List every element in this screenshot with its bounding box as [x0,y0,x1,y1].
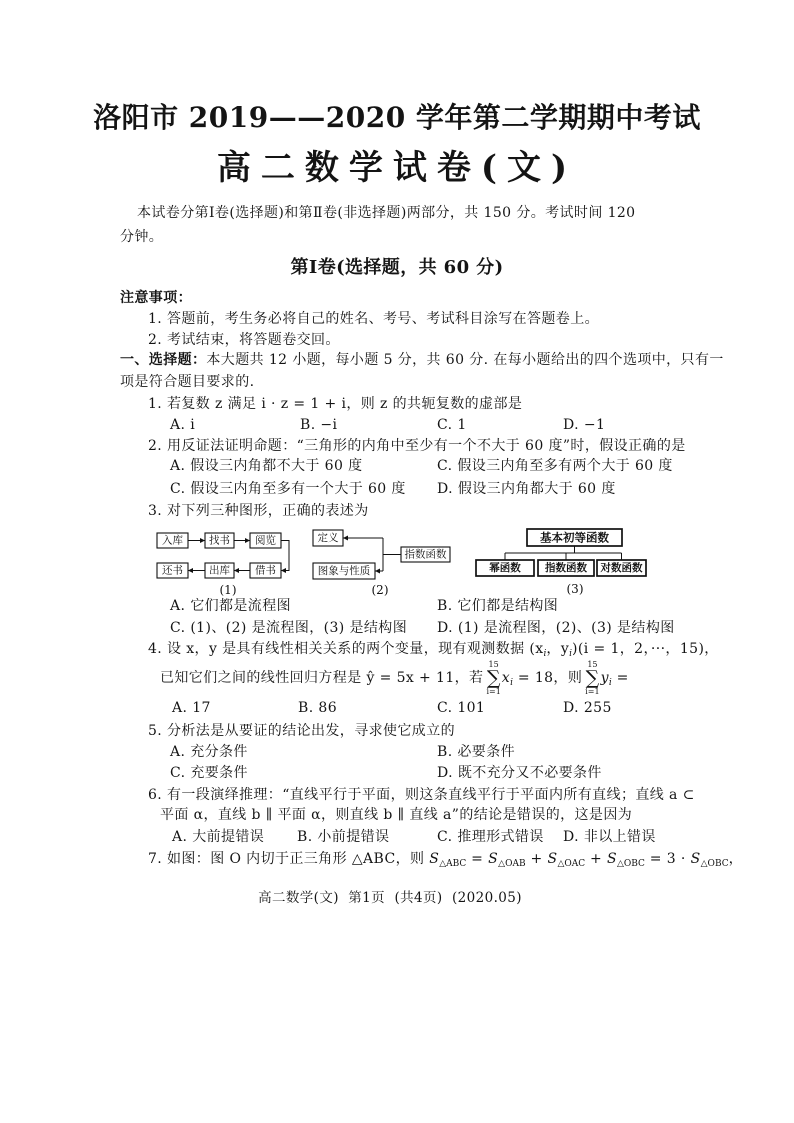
box-ruku-label: 入库 [162,534,183,547]
box-dingyi-label: 定义 [317,532,339,544]
subscript: △OBC [616,859,645,869]
question-6-option-c: C. 推理形式错误 [437,829,544,845]
variable: x [501,670,511,686]
part-one-label: 一、选择题： [120,352,207,368]
question-4-option-b: B. 86 [298,700,338,716]
question-2-option: D. 假设三内角都大于 60 度 [437,481,616,497]
note-item: 2. 考试结束，将答题卷交回。 [148,332,340,348]
stem-text: 7. 如图：图 O 内切于正三角形 △ABC，则 [148,851,430,867]
stem-text: 4. 设 x，y 是具有线性相关关系的两个变量，现有观测数据 (x [148,641,544,657]
summation-y [585,661,599,696]
question-4-option-c: C. 101 [437,700,486,716]
part-one-instructions-continued: 项是符合题目要求的. [120,374,255,390]
box-zhishu-label: 指数函数 [404,548,447,561]
question-3-stem: 3. 对下列三种图形，正确的表述为 [148,503,369,519]
box-jiben-chudeng-label: 基本初等函数 [540,530,609,545]
question-2-option: C. 假设三内角至多有两个大于 60 度 [437,458,673,474]
area-symbol: S [488,851,499,867]
stem-text: ，y [546,641,570,657]
summation-x [486,661,500,696]
area-symbol: S [429,851,440,867]
question-3-option-c: C. (1)、(2) 是流程图，(3) 是结构图 [170,620,408,636]
box-zhaoshu-label: 找书 [209,534,230,547]
figure-2-structure [313,530,450,597]
exam-subtitle: 高二数学试卷(文) [216,148,578,188]
sum-lower-limit: i=1 [486,686,501,696]
question-5-stem: 5. 分析法是从要证的结论出发，寻求使它成立的 [148,723,456,739]
stem-text: = 18，则 [512,670,583,686]
figure-3-structure [476,529,646,596]
question-5-option-a: A. 充分条件 [170,744,248,760]
stem-text: ， [728,851,744,867]
operator: + [525,851,548,867]
figure-2-label: (2) [371,583,389,597]
question-2-stem: 2. 用反证法证明命题：“三角形的内角中至少有一个不大于 60 度”时，假设正确的是 [148,438,686,454]
part-one-instructions [120,350,724,370]
question-6-stem-line-1: 6. 有一段演绎推理：“直线平行于平面，则这条直线平行于平面内所有直线；直线 a ⊂ [148,787,695,803]
subscript: △OAC [557,859,586,869]
sum-lower-limit: i=1 [585,686,600,696]
exam-title: 洛阳市 2019——2020 学年第二学期期中考试 [93,101,701,134]
question-1-option-b: B. −i [300,417,338,433]
question-6-stem-line-2: 平面 α，直线 b ∥ 平面 α，则直线 b ∥ 直线 a”的结论是错误的，这是因为 [160,807,633,823]
question-6-option-b: B. 小前提错误 [297,829,390,845]
question-2-option: A. 假设三内角都不大于 60 度 [170,458,363,474]
sum-upper-limit: 15 [488,659,499,669]
subscript: △OBC [700,859,729,869]
question-4-option-a: A. 17 [172,700,211,716]
question-5-option-c: C. 充要条件 [170,765,248,781]
question-5-option-d: D. 既不充分又不必要条件 [437,765,602,781]
box-tuxiang-label: 图象与性质 [317,565,371,577]
box-jieshu-label: 借书 [255,564,276,577]
question-2-option: C. 假设三内角至多有一个大于 60 度 [170,481,406,497]
intro-line: 分钟。 [120,229,164,245]
question-5-option-b: B. 必要条件 [437,744,515,760]
question-1-option-c: C. 1 [437,417,467,433]
figure-3-label: (3) [566,582,584,596]
sum-sign: ∑ [486,666,501,689]
variable: y [600,670,609,686]
subscript: i [510,678,513,688]
question-7-stem [148,849,743,874]
operator: = 3 · [644,851,691,867]
box-chuku-label: 出库 [209,564,230,577]
note-item: 1. 答题前，考生务必将自己的姓名、考号、考试科目涂写在答题卷上。 [148,311,600,327]
stem-text: = [611,670,629,686]
question-3-option-a: A. 它们都是流程图 [170,598,292,614]
arrow-connector [281,541,289,571]
box-mihanshu-label: 幂函数 [489,562,521,574]
question-6-option-d: D. 非以上错误 [563,829,656,845]
part-one-text: 本大题共 12 小题，每小题 5 分，共 60 分. 在每小题给出的四个选项中，只有一 [206,352,724,368]
area-symbol: S [547,851,558,867]
box-huanshu-label: 还书 [162,564,183,577]
operator: = [466,851,489,867]
sum-sign: ∑ [585,666,600,689]
question-4-option-d: D. 255 [563,700,612,716]
question-1-option-d: D. −1 [563,417,606,433]
area-symbol: S [690,851,701,867]
figure-1-flowchart [157,533,289,597]
notes-title: 注意事项： [120,290,192,306]
question-3-option-b: B. 它们都是结构图 [437,598,559,614]
operator: + [585,851,607,867]
subscript: △OAB [498,859,526,869]
question-1-stem: 1. 若复数 z 满足 i · z = 1 + i，则 z 的共轭复数的虚部是 [148,396,523,412]
question-1-option-a: A. i [170,417,196,433]
box-yuelan-label: 阅览 [255,534,276,547]
section-heading: 第Ⅰ卷(选择题，共 60 分) [290,257,504,278]
area-symbol: S [606,851,617,867]
box-duishuhanshu-label: 对数函数 [600,562,643,574]
subscript: △ABC [439,859,467,869]
page-footer: 高二数学(文) 第1页 (共4页) (2020.05) [258,890,522,906]
question-6-option-a: A. 大前提错误 [172,829,265,845]
question-3-figures [150,522,655,598]
box-zhishuhanshu-label: 指数函数 [545,562,587,574]
sum-upper-limit: 15 [587,659,598,669]
subscript: i [569,649,573,659]
subscript: i [543,649,547,659]
subscript: i [608,678,612,688]
question-4-stem-line-2 [160,660,629,701]
intro-line: 本试卷分第Ⅰ卷(选择题)和第Ⅱ卷(非选择题)两部分，共 150 分。考试时间 120 [137,205,636,221]
stem-text: )(i = 1，2，···，15)， [572,641,719,657]
stem-text: 已知它们之间的线性回归方程是 ŷ = 5x + 11，若 [160,670,484,686]
figure-1-label: (1) [219,583,237,597]
question-3-option-d: D. (1) 是流程图，(2)、(3) 是结构图 [437,620,675,636]
